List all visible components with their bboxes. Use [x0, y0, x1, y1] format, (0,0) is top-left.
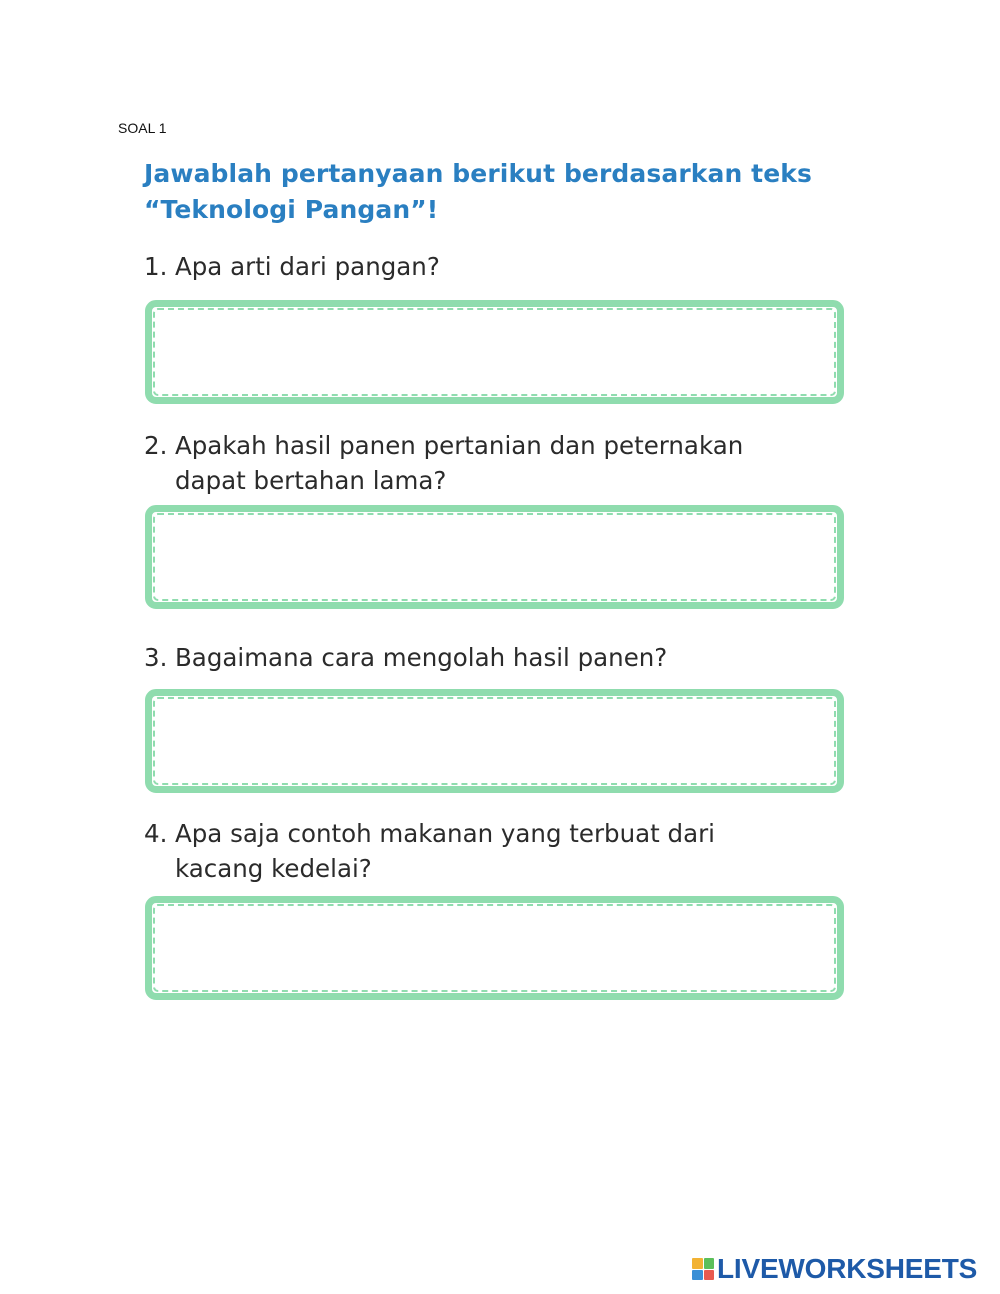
question-number: 4. — [144, 819, 168, 848]
question-1 — [144, 249, 844, 284]
liveworksheets-logo-icon — [692, 1258, 714, 1280]
instruction-heading — [144, 156, 864, 228]
question-number: 2. — [144, 431, 168, 460]
question-3 — [144, 640, 844, 675]
question-text-line: Apa arti dari pangan? — [175, 252, 440, 281]
question-text-line: Apakah hasil panen pertanian dan peternakan — [175, 431, 744, 460]
answer-box-3 — [145, 689, 844, 793]
logo-tile — [704, 1258, 715, 1269]
answer-input-4[interactable] — [158, 909, 831, 987]
answer-input-2[interactable] — [158, 518, 831, 596]
question-text-line: dapat bertahan lama? — [175, 466, 447, 495]
page-label: SOAL 1 — [118, 120, 167, 136]
logo-tile — [692, 1270, 703, 1281]
question-2 — [144, 428, 844, 498]
answer-box-4 — [145, 896, 844, 1000]
question-text-line: Apa saja contoh makanan yang terbuat dari — [175, 819, 715, 848]
logo-tile — [692, 1258, 703, 1269]
answer-box-1 — [145, 300, 844, 404]
logo-tile — [704, 1270, 715, 1281]
brand-name: LIVEWORKSHEETS — [717, 1253, 978, 1284]
answer-input-1[interactable] — [158, 313, 831, 391]
question-number: 3. — [144, 643, 168, 672]
question-text-line: Bagaimana cara mengolah hasil panen? — [175, 643, 668, 672]
liveworksheets-brand — [692, 1251, 977, 1287]
question-number: 1. — [144, 252, 168, 281]
question-text-line: kacang kedelai? — [175, 854, 372, 883]
instruction-line-1: Jawablah pertanyaan berikut berdasarkan teks — [144, 159, 812, 188]
answer-box-2 — [145, 505, 844, 609]
question-4 — [144, 816, 844, 886]
answer-input-3[interactable] — [158, 702, 831, 780]
instruction-line-2: “Teknologi Pangan”! — [144, 195, 439, 224]
